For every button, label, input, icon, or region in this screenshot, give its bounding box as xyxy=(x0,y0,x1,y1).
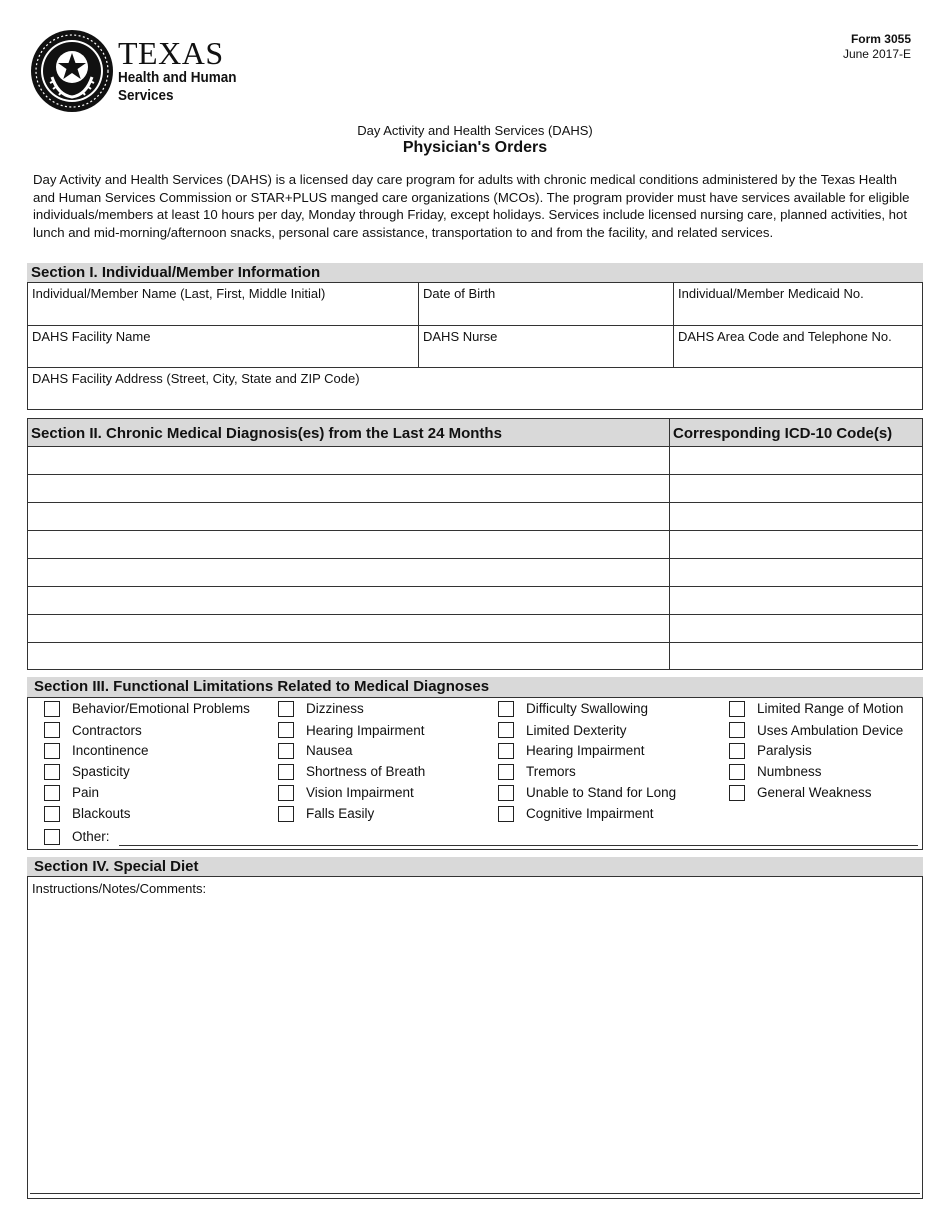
limitation-label: Shortness of Breath xyxy=(306,764,426,779)
section-1-title: Section I. Individual/Member Information xyxy=(31,264,321,281)
limitation-label: Difficulty Swallowing xyxy=(526,701,649,716)
diagnosis-row[interactable] xyxy=(27,586,923,587)
intro-paragraph: Day Activity and Health Services (DAHS) is a licensed day care program for adults with chronic medical conditions administered by the Texas Health and Human Services Commission or STAR+PLUS manged care organizations (MCOs). The program provider must have services available for eligible individuals/members at least 10 hours per day, Monday through Friday, except holidays. Services include licensed nursing care, planned activities, hot lunch and mid-morning/afternoon snacks, personal care assistance, transportation to and from the facility, and related services. xyxy=(33,172,910,240)
checkbox-col2-1[interactable] xyxy=(278,722,294,738)
other-input-line[interactable] xyxy=(119,845,918,846)
limitation-label: Incontinence xyxy=(72,743,149,758)
section-2-title: Section II. Chronic Medical Diagnosis(es) from the Last 24 Months xyxy=(31,425,502,442)
limitation-label: Numbness xyxy=(757,764,822,779)
date-of-birth-field[interactable]: Date of Birth xyxy=(423,286,496,301)
special-diet-notes-box[interactable] xyxy=(27,876,923,1199)
limitation-label: Tremors xyxy=(526,764,576,779)
logo-line-1: Health and Human xyxy=(118,69,237,86)
limitation-label: Dizziness xyxy=(306,701,364,716)
limitation-label: Behavior/Emotional Problems xyxy=(72,701,250,716)
checkbox-col4-2[interactable] xyxy=(729,743,745,759)
diagnosis-row[interactable] xyxy=(27,642,923,643)
icd-codes-header: Corresponding ICD-10 Code(s) xyxy=(673,425,893,442)
checkbox-col1-0[interactable] xyxy=(44,701,60,717)
section-2-table xyxy=(27,418,923,670)
program-title: Day Activity and Health Services (DAHS) xyxy=(357,123,593,138)
section-1-header xyxy=(27,263,923,283)
diagnosis-row[interactable] xyxy=(27,558,923,559)
section-4-title: Section IV. Special Diet xyxy=(34,858,199,875)
section-1-table xyxy=(27,282,923,410)
form-title: Physician's Orders xyxy=(402,139,548,156)
limitation-label: Vision Impairment xyxy=(306,785,414,800)
checkbox-col4-4[interactable] xyxy=(729,785,745,801)
limitation-label: Unable to Stand for Long xyxy=(526,785,677,800)
limitation-label: Nausea xyxy=(306,743,353,758)
checkbox-col1-2[interactable] xyxy=(44,743,60,759)
limitation-label: Blackouts xyxy=(72,806,131,821)
limitation-label: Contractors xyxy=(72,723,142,738)
medicaid-number-field[interactable]: Individual/Member Medicaid No. xyxy=(678,286,864,301)
checkbox-col4-0[interactable] xyxy=(729,701,745,717)
phone-field[interactable]: DAHS Area Code and Telephone No. xyxy=(678,329,892,344)
checkbox-col4-3[interactable] xyxy=(729,764,745,780)
section-4-header xyxy=(27,857,923,877)
notes-label: Instructions/Notes/Comments: xyxy=(32,881,207,896)
diagnosis-row[interactable] xyxy=(27,474,923,475)
other-label: Other: xyxy=(72,829,110,844)
limitation-label: Paralysis xyxy=(757,743,812,758)
section-3-header xyxy=(27,677,923,697)
form-number: Form 3055 xyxy=(850,32,911,46)
diagnosis-row[interactable] xyxy=(27,614,923,615)
diagnosis-row[interactable] xyxy=(27,502,923,503)
checkbox-col2-4[interactable] xyxy=(278,785,294,801)
limitation-label: Limited Range of Motion xyxy=(757,701,904,716)
checkbox-col1-5[interactable] xyxy=(44,806,60,822)
checkbox-col1-1[interactable] xyxy=(44,722,60,738)
checkbox-col1-4[interactable] xyxy=(44,785,60,801)
facility-address-field[interactable]: DAHS Facility Address (Street, City, State and ZIP Code) xyxy=(32,371,360,386)
checkbox-other[interactable] xyxy=(44,829,60,845)
checkbox-col3-5[interactable] xyxy=(498,806,514,822)
checkbox-col2-5[interactable] xyxy=(278,806,294,822)
hhs-logo xyxy=(30,29,250,113)
logo-line-2: Services xyxy=(118,87,174,104)
checkbox-col3-0[interactable] xyxy=(498,701,514,717)
texas-seal-icon xyxy=(30,29,114,113)
checkbox-col3-2[interactable] xyxy=(498,743,514,759)
checkbox-col1-3[interactable] xyxy=(44,764,60,780)
limitation-label: Hearing Impairment xyxy=(306,723,425,738)
section-3-title: Section III. Functional Limitations Related to Medical Diagnoses xyxy=(34,678,490,695)
dahs-nurse-field[interactable]: DAHS Nurse xyxy=(423,329,498,344)
checkbox-col3-4[interactable] xyxy=(498,785,514,801)
form-date: June 2017-E xyxy=(842,47,911,61)
limitation-label: Pain xyxy=(72,785,100,800)
limitation-label: Uses Ambulation Device xyxy=(757,723,904,738)
limitation-label: General Weakness xyxy=(757,785,872,800)
checkbox-col3-1[interactable] xyxy=(498,722,514,738)
member-name-field[interactable]: Individual/Member Name (Last, First, Middle Initial) xyxy=(32,286,326,301)
logo-texas-text: TEXAS xyxy=(118,35,224,71)
checkbox-col2-0[interactable] xyxy=(278,701,294,717)
checkbox-col4-1[interactable] xyxy=(729,722,745,738)
checkbox-col3-3[interactable] xyxy=(498,764,514,780)
checkbox-col2-3[interactable] xyxy=(278,764,294,780)
limitation-label: Cognitive Impairment xyxy=(526,806,654,821)
facility-name-field[interactable]: DAHS Facility Name xyxy=(32,329,151,344)
checkbox-col2-2[interactable] xyxy=(278,743,294,759)
diagnosis-row[interactable] xyxy=(27,530,923,531)
limitation-label: Spasticity xyxy=(72,764,130,779)
limitation-label: Limited Dexterity xyxy=(526,723,627,738)
limitation-label: Hearing Impairment xyxy=(526,743,645,758)
limitation-label: Falls Easily xyxy=(306,806,375,821)
